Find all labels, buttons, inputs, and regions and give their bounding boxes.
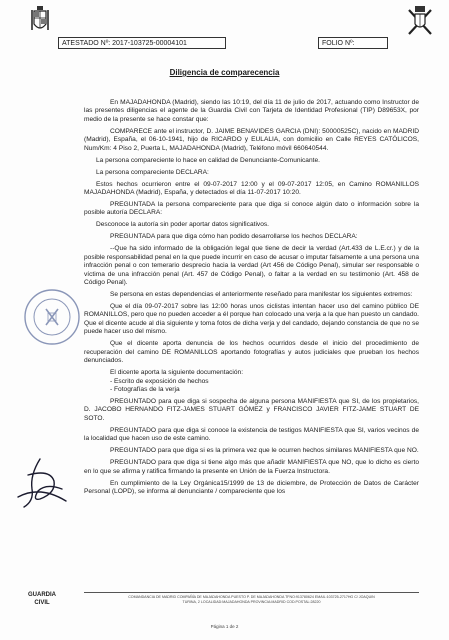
footer-address [84,595,419,605]
page-number: Página 1 de 2 [210,624,239,629]
list-item-fotografias: - Fotografías de la verja [110,385,180,393]
document-body [84,99,419,500]
guardia-word: GUARDIA [28,592,56,598]
atestado-number: ATESTADO Nº: 2017-103725-00004101 [58,37,226,49]
signature-mark [10,455,72,513]
official-stamp-icon [22,287,82,347]
guardia-civil-emblem-icon [405,6,435,38]
paragraph-testigos: PREGUNTADO para que diga si conoce la existencia de testigos MANIFIESTA que SI, varios vecinos de la localidad que hacen uso de este camino. [84,426,419,443]
paragraph-aporta-denuncia: Que el dicente aporta denuncia de los hechos ocurridos desde el inicio del procedimiento de recuperación del camino DE ROMANILLOS aportando fotografías y autos judiciales que prueban los hechos denunciados. [84,340,419,365]
footer-line-2: TURINA, 2 LOCALIDAD:MAJADAHONDA PROVINCIA:MADRID COD.POSTAL:28220 [182,600,321,604]
spain-crest-icon [30,6,50,34]
paragraph-documentacion: El dicente aporta la siguiente documentación: [110,369,244,377]
paragraph-anadir: PREGUNTADO para que diga si tiene algo más que añadir MANIFIESTA que NO, que lo dicho es cierto en lo que se afirma y ratifica firmando la presente en Unión de la Fuerza Instructora. [84,459,419,475]
footer-divider [84,592,419,593]
document-title: Diligencia de comparecencia [169,68,280,77]
list-item-escrito: - Escrito de exposición de hechos [110,377,209,385]
paragraph-comparece: COMPARECE ante el instructor, D. JAIME BENAVIDES GARCIA (DNI): 50000525C), nacido en MADRID (Madrid), España, el 06-10-1941, hijo de RICARDO y EULALIA, con domicilio en Calle REYES CATÓLICOS, Num/Km: 4 Piso 2, Puerta L, MAJADAHONDA (Madrid), Teléfono móvil 660640544. [84,127,419,152]
paragraph-sospecha: PREGUNTADO para que diga si sospecha de alguna persona MANIFIESTA que SI, de los propietarios, D. JACOBO HERNANDO FITZ-JAMES STUART GÓMEZ y FRANCISCO JAVIER FITZ-JAME STUART DE SOTO. [84,397,419,422]
paragraph-lopd: En cumplimiento de la Ley Orgánica15/1999 de 13 de diciembre, de Protección de Datos de Carácter Personal (LOPD), se informa al denunciante / compareciente que los [84,479,419,495]
paragraph-extremos: Se persona en estas dependencias el anteriormente reseñado para manifestar los siguientes extremos: [110,291,413,299]
paragraph-ciclistas: Que el día 09-07-2017 sobre las 12:00 horas unos ciclistas intentan hacer uso del camino público DE ROMANILLOS, pero que no pueden acceder a él porque han colocado una verja a la que han puesto un candado. Que el dicente acude al día siguiente y toma fotos de dicha verja y del candado, dejando constancia de que no se puede hacer uso del mismo. [84,303,419,336]
paragraph-primera-vez: PREGUNTADO para que diga si es la primera vez que le ocurren hechos similares MANIFIESTA que NO. [110,447,419,455]
footer-line-1: COMANDANCIA DE MADRID COMPAÑÍA DE MAJADAHONDA PUESTO P. DE MAJADAHONDA TFNO:913780624 EMAIL:103725-2717HG C/ JOAQUIN [128,595,375,599]
paragraph-desconoce: Desconoce la autoría sin poder aportar datos significativos. [96,221,269,229]
folio-number: FOLIO Nº: [318,37,388,49]
paragraph-declara: La persona compareciente DECLARA: [96,168,209,176]
guardia-civil-label [22,591,62,607]
paragraph-intro: En MAJADAHONDA (Madrid), siendo las 10:19, del día 11 de julio de 2017, actuando como Instructor de las presentes diligencias el agente de la Guardia Civil con Tarjeta de Identidad Profesional (TIP) D89653X, por medio de la presente se hace constar que: [84,99,419,123]
paragraph-calidad: La persona compareciente lo hace en calidad de Denunciante-Comunicante. [96,156,320,164]
paragraph-pregunta-autoria: PREGUNTADA la persona compareciente para que diga si conoce algún dato o información sobre la posible autoría DECLARA: [84,201,419,217]
paragraph-pregunta-hechos: PREGUNTADA para que diga cómo han podido desarrollarse los hechos DECLARA: [110,233,358,241]
paragraph-obligacion-legal: --Que ha sido informado de la obligación legal que tiene de decir la verdad (Art.433 de L.E.cr.) y de la posible responsabilidad penal en la que puede incurrir en caso de acusar o imputar falsamente a una persona una infracción penal o con temerario desprecio hacia la verdad (Art 456 de Código Penal), simular ser responsable o víctima de una infracción penal (Art. 457 de Código Penal), o faltar a la verdad en su testimonio (Art. 458 de Código Penal). [84,245,419,287]
paragraph-hechos-fecha: Estos hechos ocurrieron entre el 09-07-2017 12:00 y el 09-07-2017 12:05, en Camino ROMANILLOS MAJADAHONDA (Madrid), España, y detectados el día 11-07-2017 10:20. [84,180,419,197]
civil-word: CIVIL [34,600,50,606]
